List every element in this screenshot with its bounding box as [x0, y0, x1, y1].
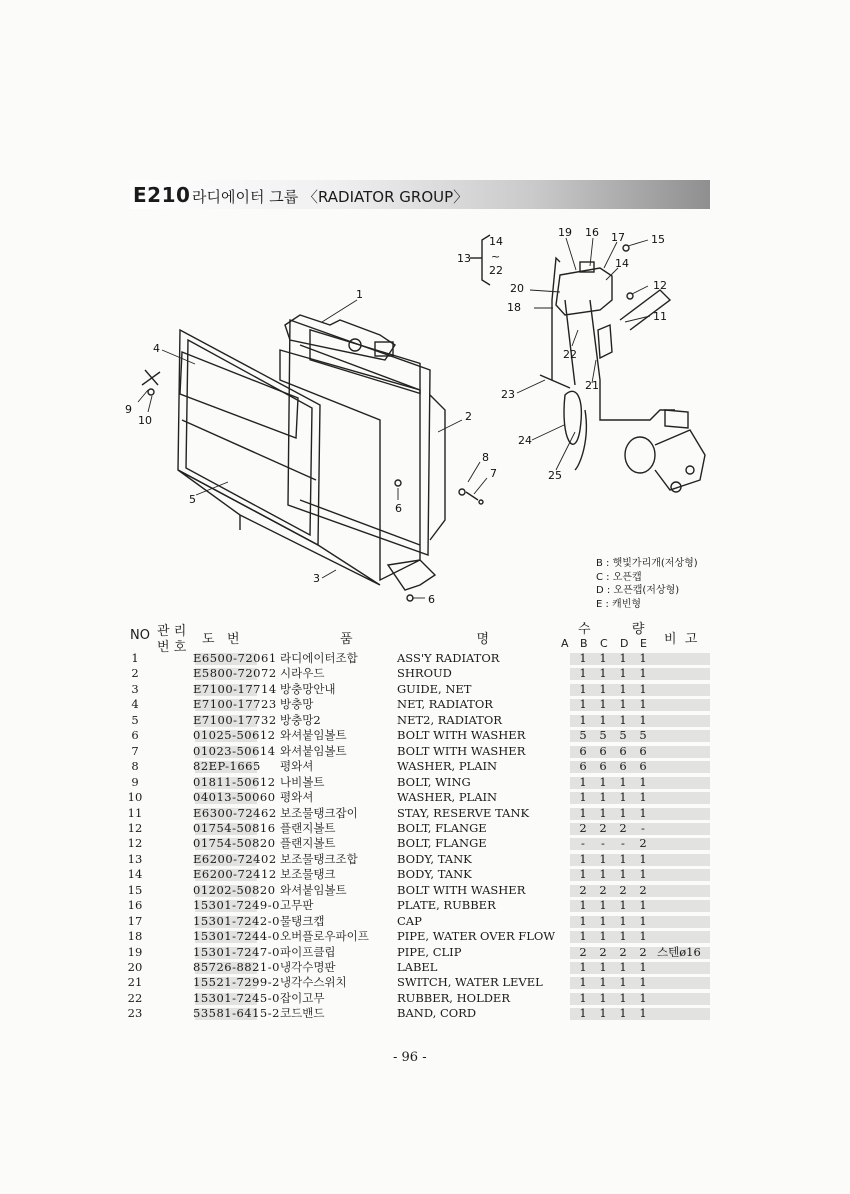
remarks: 스텐ø16	[657, 944, 701, 959]
qty-d: 1	[639, 975, 647, 990]
part-number: 01754-50816	[193, 820, 276, 835]
net-guide-frame	[178, 330, 320, 545]
table-row	[0, 991, 850, 1006]
part-number: E6200-72412	[193, 867, 277, 882]
legend-item-e: E : 캐빈형	[596, 598, 642, 610]
part-number: 04013-50060	[193, 790, 276, 805]
overflow-pipe	[552, 258, 560, 380]
row-no: 14	[127, 867, 143, 882]
qty-d: 6	[639, 759, 647, 774]
table-row	[0, 728, 850, 743]
qty-c: 2	[619, 882, 627, 897]
header-mgmt-bottom: 번 호	[157, 640, 187, 655]
qty-a: 1	[579, 790, 587, 805]
qty-c: 1	[619, 712, 627, 727]
table-row	[0, 929, 850, 944]
callout-4: 4	[153, 342, 160, 355]
qty-a: 2	[579, 944, 587, 959]
part-number: 01202-50820	[193, 882, 276, 897]
callout-6a: 6	[395, 502, 402, 515]
qty-b: 1	[599, 867, 607, 882]
qty-c: 5	[619, 728, 627, 743]
engine-inlet	[625, 437, 655, 473]
page-number: - 96 -	[393, 1050, 427, 1065]
callout-17: 17	[611, 231, 625, 244]
part-number: 01811-50612	[193, 774, 276, 789]
qty-d: 5	[639, 728, 647, 743]
qty-d: 1	[639, 651, 647, 665]
table-row	[0, 1006, 850, 1021]
part-number: 15521-7299-2	[193, 975, 280, 990]
callout-13: 13	[457, 252, 471, 265]
korean-name: 방충망안내	[280, 681, 336, 696]
english-name: BOLT, FLANGE	[397, 836, 487, 851]
english-name: RUBBER, HOLDER	[397, 990, 510, 1005]
korean-name: 냉각수스위치	[280, 975, 347, 990]
row-no: 2	[131, 666, 139, 681]
qty-b: -	[601, 836, 605, 851]
qty-d: 1	[639, 851, 647, 866]
english-name: WASHER, PLAIN	[397, 790, 498, 805]
part-number: E7100-17714	[193, 681, 277, 696]
part-number: E6200-72402	[193, 851, 277, 866]
qty-b: 1	[599, 697, 607, 712]
table-row	[0, 790, 850, 805]
qty-b: 1	[599, 805, 607, 820]
korean-name: 파이프클립	[280, 944, 336, 959]
qty-b: 1	[599, 913, 607, 928]
section-title: 라디에이터 그룹 〈RADIATOR GROUP〉	[192, 188, 469, 206]
callout-21: 21	[585, 379, 599, 392]
part-number: E7100-17732	[193, 712, 277, 727]
callout-8: 8	[482, 451, 489, 464]
qty-d: 1	[639, 697, 647, 712]
row-no: 7	[131, 743, 139, 758]
korean-name: 플랜지볼트	[280, 820, 336, 835]
part-number: E6500-72061	[193, 651, 277, 665]
table-row	[0, 651, 850, 666]
callout-25: 25	[548, 469, 562, 482]
qty-c: 1	[619, 990, 627, 1005]
table-row	[0, 697, 850, 712]
table-row	[0, 898, 850, 913]
qty-d: 1	[639, 681, 647, 696]
qty-d: 2	[639, 836, 647, 851]
english-name: NET, RADIATOR	[397, 697, 493, 712]
korean-name: 와셔붙임볼트	[280, 728, 347, 743]
qty-a: 1	[579, 651, 587, 665]
row-no: 6	[131, 728, 139, 743]
qty-d: 1	[639, 666, 647, 681]
english-name: BODY, TANK	[397, 867, 472, 882]
part-number: 01754-50820	[193, 836, 276, 851]
english-name: ASS'Y RADIATOR	[397, 651, 500, 665]
korean-name: 평와셔	[280, 790, 314, 805]
header-qty: 수 량	[578, 622, 645, 637]
callout-20: 20	[510, 282, 524, 295]
english-name: BODY, TANK	[397, 851, 472, 866]
english-name: BOLT WITH WASHER	[397, 882, 526, 897]
table-row	[0, 945, 850, 960]
qty-d: 6	[639, 743, 647, 758]
header-mgmt-top: 관 리	[157, 624, 187, 639]
callout-2: 2	[465, 410, 472, 423]
korean-name: 나비볼트	[280, 774, 325, 789]
row-no: 15	[127, 882, 143, 897]
header-drawing-no: 도 번	[202, 632, 240, 647]
callout-19: 19	[558, 226, 572, 239]
row-no: 21	[127, 975, 143, 990]
qty-c: 2	[619, 820, 627, 835]
qty-a: 1	[579, 805, 587, 820]
row-no: 18	[127, 929, 143, 944]
korean-name: 고무판	[280, 898, 314, 913]
qty-b: 2	[599, 882, 607, 897]
qty-a: 1	[579, 929, 587, 944]
english-name: SWITCH, WATER LEVEL	[397, 975, 543, 990]
qty-c: 1	[619, 1006, 627, 1021]
qty-d: 1	[639, 790, 647, 805]
qty-a: 6	[579, 759, 587, 774]
qty-a: 1	[579, 867, 587, 882]
qty-c: -	[621, 836, 625, 851]
reserve-tank	[556, 268, 612, 315]
part-number: 82EP-1665	[193, 759, 261, 774]
qty-b: 1	[599, 898, 607, 913]
qty-c: 1	[619, 960, 627, 974]
qty-c: 1	[619, 898, 627, 913]
table-row	[0, 914, 850, 929]
qty-a: 1	[579, 1006, 587, 1021]
row-no: 1	[131, 651, 139, 665]
callout-3: 3	[313, 572, 320, 585]
qty-c: 1	[619, 867, 627, 882]
qty-a: 1	[579, 666, 587, 681]
qty-b: 1	[599, 929, 607, 944]
qty-a: 6	[579, 743, 587, 758]
korean-name: 보조물탱크조합	[280, 851, 358, 866]
qty-b: 1	[599, 790, 607, 805]
korean-name: 시라우드	[280, 666, 325, 681]
qty-d: 1	[639, 867, 647, 882]
qty-c: 1	[619, 975, 627, 990]
qty-c: 1	[619, 651, 627, 665]
korean-name: 평와셔	[280, 759, 314, 774]
callout-13-range-tilde: ~	[491, 250, 501, 263]
radiator-core	[288, 320, 430, 555]
part-number: E6300-72462	[193, 805, 277, 820]
qty-a: 1	[579, 712, 587, 727]
qty-c: 1	[619, 790, 627, 805]
qty-a: 1	[579, 898, 587, 913]
qty-b: 1	[599, 651, 607, 665]
korean-name: 플랜지볼트	[280, 836, 336, 851]
english-name: BOLT, FLANGE	[397, 820, 487, 835]
header-no: NO	[130, 628, 150, 643]
callout-6b: 6	[428, 593, 435, 606]
english-name: PLATE, RUBBER	[397, 898, 496, 913]
qty-b: 1	[599, 975, 607, 990]
section-code: E210	[133, 183, 191, 207]
qty-a: 2	[579, 882, 587, 897]
legend-item-c: C : 오픈캡	[596, 571, 642, 583]
qty-b: 2	[599, 820, 607, 835]
variant-legend	[596, 557, 698, 611]
table-row	[0, 867, 850, 882]
korean-name: 라디에이터조합	[280, 651, 358, 665]
qty-b: 6	[599, 743, 607, 758]
qty-c: 1	[619, 913, 627, 928]
qty-c: 1	[619, 851, 627, 866]
callout-18: 18	[507, 301, 521, 314]
qty-c: 1	[619, 774, 627, 789]
row-no: 12	[127, 836, 143, 851]
korean-name: 냉각수명판	[280, 960, 336, 974]
qty-c: 2	[619, 944, 627, 959]
callout-5: 5	[189, 493, 196, 506]
qty-b: 1	[599, 681, 607, 696]
row-no: 22	[127, 990, 143, 1005]
header-qty-c: C	[600, 637, 608, 650]
korean-name: 잡이고무	[280, 990, 325, 1005]
qty-a: 2	[579, 820, 587, 835]
qty-d: 1	[639, 913, 647, 928]
english-name: BOLT WITH WASHER	[397, 743, 526, 758]
table-row	[0, 775, 850, 790]
header-qty-b: B	[580, 637, 588, 650]
table-row	[0, 883, 850, 898]
qty-a: 5	[579, 728, 587, 743]
part-number: 53581-6415-2	[193, 1006, 280, 1021]
row-no: 23	[127, 1006, 143, 1021]
part-number: 15301-7249-0	[193, 898, 280, 913]
row-no: 8	[131, 759, 139, 774]
callout-10: 10	[138, 414, 152, 427]
english-name: SHROUD	[397, 666, 452, 681]
english-name: BOLT, WING	[397, 774, 471, 789]
row-no: 9	[131, 774, 139, 789]
english-name: LABEL	[397, 960, 438, 974]
qty-c: 1	[619, 666, 627, 681]
part-number: 01023-50614	[193, 743, 276, 758]
korean-name: 코드밴드	[280, 1006, 325, 1021]
row-no: 3	[131, 681, 139, 696]
part-number: 15301-7245-0	[193, 990, 280, 1005]
qty-a: 1	[579, 990, 587, 1005]
qty-d: 1	[639, 805, 647, 820]
qty-a: 1	[579, 774, 587, 789]
qty-a: 1	[579, 913, 587, 928]
row-no: 17	[127, 913, 143, 928]
korean-name: 오버플로우파이프	[280, 929, 369, 944]
part-number: 15301-7244-0	[193, 929, 280, 944]
korean-name: 보조물탱크잡이	[280, 805, 358, 820]
qty-a: 1	[579, 975, 587, 990]
callout-14: 14	[615, 257, 629, 270]
qty-a: 1	[579, 697, 587, 712]
callout-12: 12	[653, 279, 667, 292]
korean-name: 방충망	[280, 697, 314, 712]
english-name: STAY, RESERVE TANK	[397, 805, 530, 820]
qty-b: 1	[599, 990, 607, 1005]
row-no: 5	[131, 712, 139, 727]
qty-d: 2	[639, 882, 647, 897]
english-name: PIPE, WATER OVER FLOW	[397, 929, 556, 944]
korean-name: 물탱크캡	[280, 913, 325, 928]
qty-c: 6	[619, 743, 627, 758]
qty-d: 1	[639, 960, 647, 974]
row-no: 11	[127, 805, 143, 820]
part-number: E5800-72072	[193, 666, 277, 681]
qty-d: -	[641, 820, 645, 835]
qty-b: 1	[599, 712, 607, 727]
table-row	[0, 960, 850, 975]
part-number: 01025-50612	[193, 728, 276, 743]
qty-c: 6	[619, 759, 627, 774]
table-row	[0, 744, 850, 759]
row-no: 4	[131, 697, 139, 712]
qty-a: 1	[579, 851, 587, 866]
qty-d: 1	[639, 929, 647, 944]
callout-22: 22	[563, 348, 577, 361]
callout-13-range-start: 14	[489, 235, 503, 248]
qty-c: 1	[619, 929, 627, 944]
row-no: 20	[127, 960, 143, 974]
callout-7: 7	[490, 467, 497, 480]
qty-c: 1	[619, 697, 627, 712]
qty-a: -	[581, 836, 585, 851]
korean-name: 와셔붙임볼트	[280, 743, 347, 758]
callout-23: 23	[501, 388, 515, 401]
english-name: BOLT WITH WASHER	[397, 728, 526, 743]
row-no: 19	[127, 944, 143, 959]
callout-1: 1	[356, 288, 363, 301]
qty-d: 1	[639, 990, 647, 1005]
callout-15: 15	[651, 233, 665, 246]
header-name: 품 명	[340, 632, 490, 647]
korean-name: 와셔붙임볼트	[280, 882, 347, 897]
qty-b: 1	[599, 1006, 607, 1021]
callout-24: 24	[518, 434, 532, 447]
callout-9: 9	[125, 403, 132, 416]
qty-d: 1	[639, 898, 647, 913]
table-row	[0, 852, 850, 867]
qty-c: 1	[619, 805, 627, 820]
english-name: NET2, RADIATOR	[397, 712, 502, 727]
table-row	[0, 682, 850, 697]
qty-d: 1	[639, 712, 647, 727]
callout-16: 16	[585, 226, 599, 239]
table-row	[0, 713, 850, 728]
qty-a: 1	[579, 681, 587, 696]
row-no: 10	[127, 790, 143, 805]
qty-d: 1	[639, 774, 647, 789]
part-number: 15301-7247-0	[193, 944, 280, 959]
table-row	[0, 806, 850, 821]
qty-b: 1	[599, 666, 607, 681]
header-qty-a: A	[561, 637, 569, 650]
korean-name: 방충망2	[280, 712, 321, 727]
english-name: BAND, CORD	[397, 1006, 477, 1021]
table-row	[0, 666, 850, 681]
table-row	[0, 975, 850, 990]
part-number: 15301-7242-0	[193, 913, 280, 928]
callout-11: 11	[653, 310, 667, 323]
callout-13-range-end: 22	[489, 264, 503, 277]
table-row	[0, 759, 850, 774]
english-name: WASHER, PLAIN	[397, 759, 498, 774]
part-number: 85726-8821-0	[193, 960, 280, 974]
qty-c: 1	[619, 681, 627, 696]
qty-b: 1	[599, 774, 607, 789]
qty-d: 2	[639, 944, 647, 959]
row-no: 12	[127, 820, 143, 835]
row-no: 13	[127, 851, 143, 866]
english-name: GUIDE, NET	[397, 681, 472, 696]
header-remarks: 비 고	[664, 632, 698, 647]
part-number: E7100-17723	[193, 697, 277, 712]
qty-a: 1	[579, 960, 587, 974]
qty-d: 1	[639, 1006, 647, 1021]
english-name: PIPE, CLIP	[397, 944, 462, 959]
header-qty-e: E	[640, 637, 647, 650]
qty-b: 2	[599, 944, 607, 959]
english-name: CAP	[397, 913, 422, 928]
exploded-parts-diagram	[0, 215, 850, 615]
legend-item-d: D : 오픈캡(저상형)	[596, 585, 680, 596]
table-row	[0, 821, 850, 836]
header-qty-d: D	[620, 637, 629, 650]
legend-item-b: B : 햇빛가리개(저상형)	[596, 558, 698, 569]
qty-b: 1	[599, 960, 607, 974]
qty-b: 5	[599, 728, 607, 743]
qty-b: 1	[599, 851, 607, 866]
qty-b: 6	[599, 759, 607, 774]
row-no: 16	[127, 898, 143, 913]
table-row	[0, 836, 850, 851]
korean-name: 보조물탱크	[280, 867, 336, 882]
